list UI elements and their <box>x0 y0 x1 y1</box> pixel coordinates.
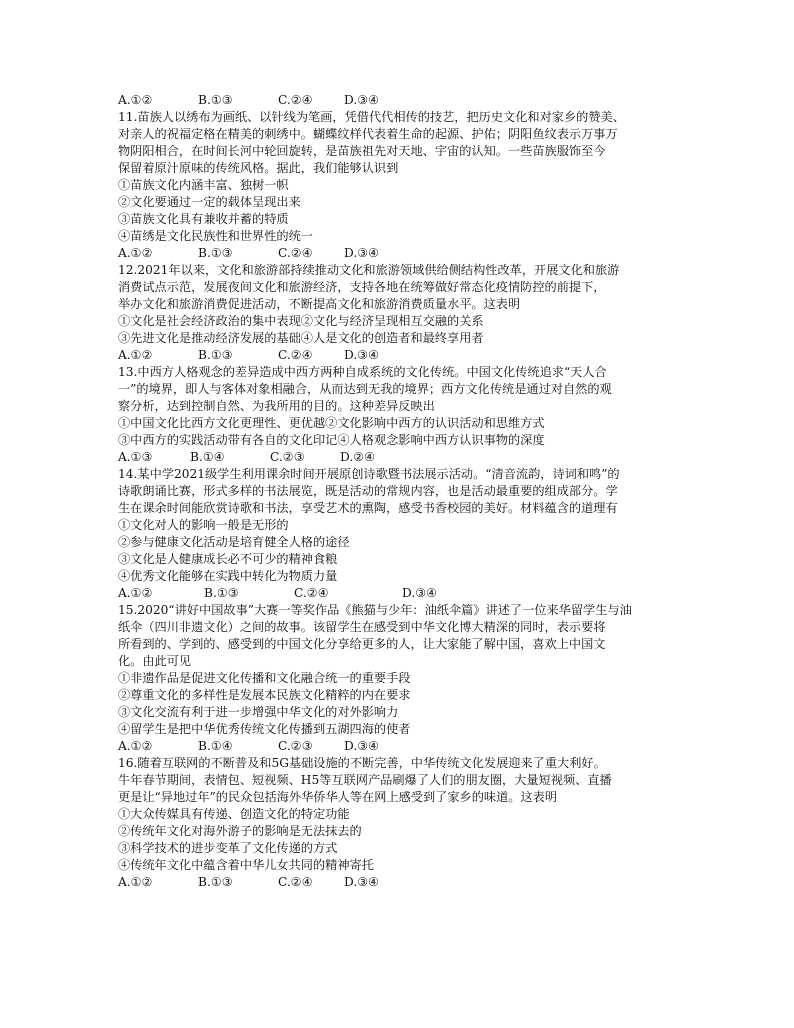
q12-stem-line: 消费试点示范，发展夜间文化和旅游经济，支持各地在统筹做好常态化疫情防控的前提下， <box>118 280 606 294</box>
q11-option-c[interactable]: C.②④ <box>278 246 313 260</box>
q14-option-b[interactable]: B.①③ <box>204 586 239 600</box>
q12-stem-line: 举办文化和旅游消费促进活动，不断提高文化和旅游消费质量水平。这表明 <box>118 297 521 311</box>
q13-option-a[interactable]: A.①③ <box>118 450 153 464</box>
question-15 <box>118 602 678 755</box>
q15-statement: ③文化交流有利于进一步增强中华文化的对外影响力 <box>118 705 399 719</box>
q11-statement: ④苗绣是文化民族性和世界性的统一 <box>118 229 313 243</box>
q15-option-a[interactable]: A.①② <box>118 739 153 753</box>
q13-option-b[interactable]: B.①④ <box>190 450 225 464</box>
q12-option-a[interactable]: A.①② <box>118 348 153 362</box>
q13-stem-line: 13.中西方人格观念的差异造成中西方两种自成系统的文化传统。中国文化传统追求“天人合 <box>118 365 607 379</box>
q15-stem-line: 所看到的、学到的、感受到的中国文化分享给更多的人，让大家能了解中国，喜欢上中国文 <box>118 637 606 651</box>
q12-option-c[interactable]: C.②④ <box>278 348 313 362</box>
q11-option-a[interactable]: A.①② <box>118 246 153 260</box>
q15-stem-line: 15.2020“讲好中国故事”大赛一等奖作品《熊猫与少年：油纸伞篇》讲述了一位来华留学生与油 <box>118 603 632 617</box>
q15-option-b[interactable]: B.①④ <box>198 739 233 753</box>
q16-statement: ②传统年文化对海外游子的影响是无法抹去的 <box>118 824 362 838</box>
q15-statement: ①非遗作品是促进文化传播和文化融合统一的重要手段 <box>118 671 411 685</box>
q16-options <box>118 874 678 891</box>
q16-option-c[interactable]: C.②④ <box>278 875 313 889</box>
q16-option-a[interactable]: A.①② <box>118 875 153 889</box>
q13-statement: ③中西方的实践活动带有各自的文化印记④人格观念影响中西方认识事物的深度 <box>118 433 545 447</box>
q10-option-c[interactable]: C.②④ <box>278 93 313 107</box>
q10-option-d[interactable]: D.③④ <box>344 93 380 107</box>
q14-statement: ③文化是人健康成长必不可少的精神食粮 <box>118 552 338 566</box>
q11-statement: ③苗族文化具有兼收并蓄的特质 <box>118 212 289 226</box>
q12-statement: ①文化是社会经济政治的集中表现②文化与经济呈现相互交融的关系 <box>118 314 484 328</box>
q13-stem-line: 察分析，达到控制自然、为我所用的目的。这种差异反映出 <box>118 399 435 413</box>
q15-option-c[interactable]: C.②③ <box>278 739 313 753</box>
question-14 <box>118 466 678 602</box>
question-11 <box>118 109 678 262</box>
q14-statement: ①文化对人的影响一般是无形的 <box>118 518 289 532</box>
question-12 <box>118 262 678 364</box>
q11-stem-line: 对亲人的祝福定格在精美的刺绣中。蝴蝶纹样代表着生命的起源、护佑；阴阳鱼纹表示万事万 <box>118 127 618 141</box>
q12-statement: ③先进文化是推动经济发展的基础④人是文化的创造者和最终享用者 <box>118 331 484 345</box>
q15-options <box>118 738 678 755</box>
q13-option-c[interactable]: C.②③ <box>270 450 305 464</box>
exam-page <box>118 92 678 891</box>
q11-options <box>118 245 678 262</box>
q14-stem-line: 生在课余时间能欣赏诗歌和书法，享受艺术的熏陶，感受书香校园的美好。材料蕴含的道理有 <box>118 501 618 515</box>
q15-stem-line: 化。由此可见 <box>118 654 192 668</box>
q13-statement: ①中国文化比西方文化更理性、更优越②文化影响中西方的认识活动和思维方式 <box>118 416 545 430</box>
q14-stem-line: 14.某中学2021级学生利用课余时间开展原创诗歌暨书法展示活动。“清音流韵，诗词和鸣”的 <box>118 467 620 481</box>
q14-statement: ②参与健康文化活动是培育健全人格的途径 <box>118 535 350 549</box>
q16-stem-line: 牛年春节期间，表情包、短视频、H5等互联网产品刷爆了人们的朋友圈，大量短视频、直播 <box>118 773 612 787</box>
q11-stem-line: 保留着原汁原味的传统风格。据此，我们能够认识到 <box>118 161 399 175</box>
q11-statement: ②文化要通过一定的载体呈现出来 <box>118 195 301 209</box>
q16-option-b[interactable]: B.①③ <box>198 875 233 889</box>
q11-stem-line: 物阴阳相合，在时间长河中轮回旋转，是苗族祖先对天地、宇宙的认知。一些苗族服饰至今 <box>118 144 606 158</box>
q12-options <box>118 347 678 364</box>
q16-option-d[interactable]: D.③④ <box>344 875 380 889</box>
question-16 <box>118 755 678 891</box>
q14-option-c[interactable]: C.②④ <box>294 586 329 600</box>
q13-stem-line: 一”的境界，即人与客体对象相融合，从而达到无我的境界；西方文化传统是通过对自然的观 <box>118 382 612 396</box>
q13-options <box>118 449 678 466</box>
q13-option-d[interactable]: D.②④ <box>340 450 376 464</box>
q16-stem-line: 更是让“异地过年”的民众包括海外华侨华人等在网上感受到了家乡的味道。这表明 <box>118 790 558 804</box>
q15-statement: ④留学生是把中华优秀传统文化传播到五湖四海的使者 <box>118 722 411 736</box>
q11-option-b[interactable]: B.①③ <box>198 246 233 260</box>
question-13 <box>118 364 678 466</box>
q14-stem-line: 诗歌朗诵比赛，形式多样的书法展览，既是活动的常规内容，也是活动最重要的组成部分。学 <box>118 484 618 498</box>
q16-stem-line: 16.随着互联网的不断普及和5G基础设施的不断完善，中华传统文化发展迎来了重大利好。 <box>118 756 606 770</box>
q16-statement: ④传统年文化中蕴含着中华儿女共同的精神寄托 <box>118 858 374 872</box>
q15-option-d[interactable]: D.③④ <box>344 739 380 753</box>
q14-option-a[interactable]: A.①② <box>118 586 153 600</box>
q10-option-b[interactable]: B.①③ <box>198 93 233 107</box>
q14-statement: ④优秀文化能够在实践中转化为物质力量 <box>118 569 338 583</box>
q10-option-a[interactable]: A.①② <box>118 93 153 107</box>
q15-stem-line: 纸伞（四川非遗文化）之间的故事。该留学生在感受到中华文化博大精深的同时，表示要将 <box>118 620 606 634</box>
q12-stem-line: 12.2021年以来，文化和旅游部持续推动文化和旅游领域供给侧结构性改革，开展文化和旅游 <box>118 263 620 277</box>
q14-option-d[interactable]: D.③④ <box>402 586 438 600</box>
q10-options <box>118 92 678 109</box>
q11-option-d[interactable]: D.③④ <box>344 246 380 260</box>
q12-option-b[interactable]: B.①③ <box>198 348 233 362</box>
q14-options <box>118 585 678 602</box>
q11-statement: ①苗族文化内涵丰富、独树一帜 <box>118 178 289 192</box>
q16-statement: ①大众传媒具有传递、创造文化的特定功能 <box>118 807 350 821</box>
q16-statement: ③科学技术的进步变革了文化传递的方式 <box>118 841 338 855</box>
q15-statement: ②尊重文化的多样性是发展本民族文化精粹的内在要求 <box>118 688 411 702</box>
q12-option-d[interactable]: D.③④ <box>344 348 380 362</box>
q11-stem-line: 11.苗族人以绣布为画纸、以针线为笔画，凭借代代相传的技艺，把历史文化和对家乡的赞美、 <box>118 110 625 124</box>
